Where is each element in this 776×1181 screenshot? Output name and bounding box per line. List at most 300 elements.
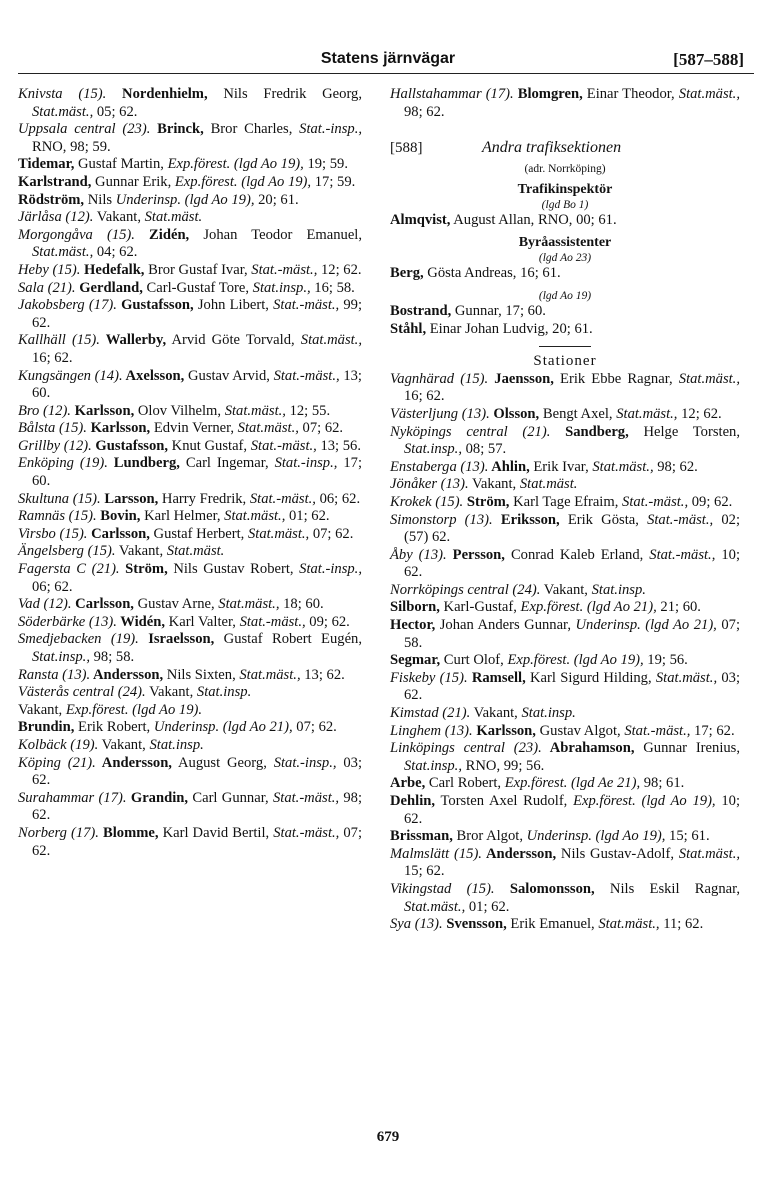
plain-text: Carl Gunnar,	[188, 789, 273, 806]
person-name: Carlsson,	[71, 596, 134, 613]
person-name: Karlsson,	[472, 722, 536, 739]
person-name: Ståhl,	[390, 320, 427, 337]
italic-text: Kimstad (21).	[390, 705, 471, 722]
person-name: Andersson,	[481, 845, 557, 862]
italic-text: Köping (21).	[18, 754, 96, 771]
italic-text: Stat.mäst.	[519, 476, 578, 493]
directory-entry	[18, 192, 362, 210]
plain-text: 06; 62.	[315, 490, 361, 507]
plain-text: 15; 62.	[404, 863, 445, 880]
directory-entry	[390, 582, 740, 600]
directory-entry	[18, 332, 362, 367]
person-name: Hedefalk,	[80, 261, 145, 278]
italic-text: Ängelsberg (15).	[18, 543, 116, 560]
italic-text: Stat.insp.	[196, 684, 252, 701]
person-name: Svensson,	[442, 916, 507, 933]
section-divider	[539, 346, 591, 347]
italic-text: Skultuna (15).	[18, 490, 101, 507]
person-name: Brissman,	[390, 828, 453, 845]
plain-text: Bengt Axel,	[539, 405, 617, 422]
italic-text: Exp.förest. (lgd Ao 19),	[174, 173, 312, 190]
plain-text: 11; 62.	[659, 916, 704, 933]
plain-text: Vakant,	[18, 701, 66, 718]
italic-text: Exp.förest. (lgd Ao 19),	[507, 652, 644, 669]
person-name: Berg,	[390, 265, 424, 282]
plain-text: Gustaf Robert Eugén,	[214, 631, 362, 648]
italic-text: Stat.-mäst.,	[622, 493, 689, 510]
italic-text: Stat.mäst.,	[218, 596, 280, 613]
plain-text: Bror Charles,	[203, 121, 300, 138]
plain-text: Arvid Göte Torvald,	[166, 332, 301, 349]
plain-text: 09; 62.	[688, 493, 733, 510]
directory-entry	[390, 723, 740, 741]
directory-entry	[18, 667, 362, 685]
plain-text: 13; 62.	[300, 666, 345, 683]
directory-entry	[390, 617, 740, 652]
directory-entry	[18, 455, 362, 490]
header-title: Statens järnvägar	[320, 50, 456, 67]
plain-text: Erik Robert,	[74, 719, 154, 736]
italic-text: Järlåsa (12).	[18, 209, 94, 226]
directory-entry	[18, 491, 362, 509]
right-top-entries	[390, 86, 740, 121]
person-name: Widén,	[116, 613, 166, 630]
plain-text: Vakant,	[93, 209, 145, 226]
plain-text: 06; 62.	[32, 578, 73, 595]
plain-text: 10; 62.	[404, 546, 740, 581]
person-name: Abrahamson,	[541, 740, 635, 757]
italic-text: Underinsp. (lgd Ao 19),	[115, 191, 255, 208]
italic-text: Jakobsberg (17).	[18, 297, 117, 314]
italic-text: Surahammar (17).	[18, 789, 127, 806]
italic-text: Stat.mäst.,	[300, 332, 362, 349]
plain-text: Erik Emanuel,	[506, 916, 599, 933]
plain-text: 13; 60.	[32, 367, 362, 402]
italic-text: Stat.mäst.	[144, 209, 203, 226]
plain-text: 17; 59.	[311, 173, 356, 190]
italic-text: Stat.mäst.,	[592, 458, 654, 475]
plain-text: 07; 62.	[32, 824, 362, 859]
byra-entry	[390, 265, 740, 283]
italic-text: Stat.-mäst.,	[272, 789, 340, 806]
plain-text: 19; 59.	[303, 156, 348, 173]
italic-text: Sala (21).	[18, 279, 76, 296]
header-rule	[18, 73, 754, 74]
plain-text: Johan Teodor Emanuel,	[189, 226, 363, 243]
italic-text: Stat.-insp.,	[273, 754, 337, 771]
person-name: Karlsson,	[86, 420, 151, 437]
italic-text: Grillby (12).	[18, 437, 92, 454]
directory-entry	[18, 825, 362, 860]
italic-text: Stat.-insp.,	[274, 455, 338, 472]
directory-entry	[18, 280, 362, 298]
plain-text: 13; 56.	[316, 437, 361, 454]
plain-text: Karl Valter,	[165, 613, 240, 630]
plain-text: Gunnar, 17; 60.	[451, 302, 546, 319]
plain-text: Vakant,	[470, 705, 522, 722]
directory-entry	[18, 262, 362, 280]
plain-text: 09; 62.	[305, 613, 350, 630]
plain-text: Karl-Gustaf,	[439, 599, 521, 616]
person-name: Ahlin,	[488, 458, 530, 475]
plain-text: 01; 62.	[465, 898, 510, 915]
plain-text: Conrad Kaleb Erland,	[504, 546, 650, 563]
person-name: Wallerby,	[99, 332, 167, 349]
person-name: Almqvist,	[390, 211, 451, 228]
italic-text: Stat.insp.	[149, 736, 204, 753]
italic-text: Stat.-mäst.,	[273, 824, 340, 841]
italic-text: Stat.insp.,	[32, 649, 90, 665]
italic-text: Stat.-insp.,	[299, 561, 362, 578]
person-name: Rödström,	[18, 191, 85, 208]
plain-text: Karl David Bertil,	[158, 824, 274, 841]
italic-text: Stat.mäst.,	[616, 405, 678, 422]
person-name: Gerdland,	[75, 279, 143, 296]
person-name: Tidemar,	[18, 156, 75, 173]
italic-text: Krokek (15).	[390, 493, 464, 510]
directory-entry	[18, 631, 362, 666]
italic-text: Jönåker (13).	[390, 476, 469, 493]
italic-text: Uppsala central (23).	[18, 121, 151, 138]
italic-text: Stat.-mäst.,	[273, 367, 340, 384]
plain-text: Carl-Gustaf Tore,	[142, 279, 253, 296]
directory-entry	[18, 755, 362, 790]
person-name: Andersson,	[95, 754, 172, 771]
person-name: Eriksson,	[492, 511, 560, 528]
byra-grade: (lgd Ao 23)	[538, 252, 592, 265]
plain-text: Nils Fredrik Georg,	[207, 86, 362, 102]
directory-entry	[390, 599, 740, 617]
running-header	[14, 50, 762, 74]
plain-text: John Libert,	[193, 297, 274, 314]
italic-text: Underinsp. (lgd Ao 21),	[575, 617, 717, 634]
plain-text: 98; 58.	[89, 649, 135, 665]
plain-text: 98; 62.	[653, 458, 698, 475]
trafikinspektor-heading: Trafikinspektör	[517, 181, 613, 197]
directory-entry	[390, 406, 740, 424]
italic-text: Kallhäll (15).	[18, 332, 100, 349]
italic-text: Exp.förest. (lgd Ae 21),	[504, 775, 641, 792]
directory-entry	[390, 547, 740, 582]
directory-entry	[18, 543, 362, 561]
person-name: Salomonsson,	[494, 880, 595, 897]
directory-entry	[18, 403, 362, 421]
directory-entry	[390, 303, 740, 321]
plain-text: Bror Gustaf Ivar,	[144, 261, 252, 278]
italic-text: Nyköpings central (21).	[390, 423, 551, 440]
person-name: Israelsson,	[138, 631, 215, 648]
italic-text: Stat.mäst.,	[404, 898, 466, 915]
italic-text: Simonstorp (13).	[390, 511, 493, 528]
italic-text: Åby (13).	[390, 546, 447, 563]
italic-text: Ramnäs (15).	[18, 508, 97, 525]
italic-text: Bro (12).	[18, 402, 71, 419]
plain-text: Helge Torsten,	[628, 423, 740, 440]
section-address: (adr. Norrköping)	[524, 162, 606, 175]
italic-text: Virsbo (15).	[18, 525, 88, 542]
italic-text: Enstaberga (13).	[390, 458, 489, 475]
person-name: Sandberg,	[550, 423, 629, 440]
italic-text: Västerljung (13).	[390, 405, 490, 422]
plain-text: 18; 60.	[279, 596, 324, 613]
directory-entry	[390, 459, 740, 477]
person-name: Gustafsson,	[116, 297, 194, 314]
trafikinspektor-grade: (lgd Bo 1)	[541, 198, 589, 211]
plain-text: Vakant,	[115, 543, 167, 560]
person-name: Ström,	[463, 493, 510, 510]
italic-text: Stat.insp.,	[252, 279, 311, 296]
directory-entry	[390, 371, 740, 406]
italic-text: Stat.mäst.,	[224, 402, 286, 419]
plain-text: 02; (57) 62.	[404, 511, 740, 546]
italic-text: Fagersta C (21).	[18, 561, 120, 578]
directory-entry	[18, 368, 362, 403]
italic-text: Ransta (13).	[18, 666, 91, 683]
italic-text: Stat.-mäst.,	[250, 437, 317, 454]
header-page-range: [587–588]	[673, 50, 744, 69]
directory-entry	[18, 614, 362, 632]
grade-19-label: (lgd Ao 19)	[538, 289, 592, 302]
italic-text: Stat.mäst.	[166, 543, 225, 560]
person-name: Olsson,	[489, 405, 540, 422]
directory-entry	[18, 561, 362, 596]
italic-text: Morgongåva (15).	[18, 226, 135, 243]
italic-text: Kolbäck (19).	[18, 736, 99, 753]
plain-text: Einar Theodor,	[582, 86, 679, 102]
plain-text: Edvin Verner,	[150, 420, 238, 437]
person-name: Karlsson,	[70, 402, 135, 419]
plain-text: Gunnar Erik,	[91, 173, 175, 190]
person-name: Bovin,	[96, 508, 141, 525]
directory-entry	[18, 174, 362, 192]
italic-text: Stat.mäst.,	[598, 916, 660, 933]
plain-text: August Allan, RNO, 00; 61.	[450, 211, 617, 228]
directory-entry	[390, 652, 740, 670]
directory-entry	[18, 719, 362, 737]
italic-text: Stat.-mäst.,	[649, 546, 716, 563]
person-name: Persson,	[446, 546, 505, 563]
grade-19-entries	[390, 303, 740, 338]
plain-text: Carl Ingemar,	[179, 455, 275, 472]
italic-text: Stat.mäst.,	[655, 669, 718, 686]
directory-entry	[390, 424, 740, 459]
italic-text: Sya (13).	[390, 916, 443, 933]
plain-text: RNO, 98; 59.	[32, 138, 111, 155]
directory-entry	[18, 737, 362, 755]
directory-entry	[18, 297, 362, 332]
italic-text: Linköpings central (23).	[390, 740, 542, 757]
plain-text: Einar Johan Ludvig, 20; 61.	[426, 320, 593, 337]
italic-text: Västerås central (24).	[18, 684, 146, 701]
person-name: Arbe,	[390, 775, 426, 792]
person-name: Axelsson,	[122, 367, 185, 384]
directory-entry	[390, 321, 740, 339]
plain-text: Erik Ivar,	[529, 458, 593, 475]
directory-entry	[390, 846, 740, 881]
directory-entry	[18, 156, 362, 174]
plain-text: 16; 58.	[310, 279, 355, 296]
left-column	[18, 86, 362, 860]
person-name: Grandin,	[126, 789, 189, 806]
italic-text: Underinsp. (lgd Ao 19),	[526, 828, 666, 845]
plain-text: 21; 60.	[656, 599, 701, 616]
plain-text: Nils Gustav Robert,	[167, 561, 300, 578]
person-name: Nordenhielm,	[106, 86, 208, 102]
plain-text: 04; 62.	[93, 244, 138, 261]
italic-text: Stat.insp.	[591, 581, 646, 598]
italic-text: Stat.mäst.,	[237, 420, 299, 437]
italic-text: Stat.mäst.,	[224, 508, 286, 525]
plain-text: Gustav Arvid,	[184, 367, 274, 384]
directory-entry	[390, 793, 740, 828]
person-name: Carlsson,	[87, 525, 150, 542]
section-title: Andra trafiksektionen	[482, 139, 622, 157]
plain-text: 07; 62.	[292, 719, 337, 736]
directory-entry	[390, 881, 740, 916]
italic-text: Vikingstad (15).	[390, 880, 495, 897]
plain-text: 17; 60.	[32, 455, 363, 490]
plain-text: 03; 62.	[32, 754, 363, 789]
directory-entry	[390, 775, 740, 793]
directory-entry	[18, 209, 362, 227]
italic-text: Kungsängen (14).	[18, 367, 123, 384]
plain-text: Vakant,	[145, 684, 197, 701]
directory-entry	[390, 494, 740, 512]
italic-text: Bålsta (15).	[18, 420, 87, 437]
plain-text: 12; 62.	[317, 261, 362, 278]
plain-text: 98; 61.	[640, 775, 685, 792]
directory-entry	[390, 476, 740, 494]
plain-text: Nils Gustav-Adolf,	[556, 845, 679, 862]
italic-text: Fiskeby (15).	[390, 669, 468, 686]
plain-text: 03; 62.	[404, 669, 740, 704]
directory-entry	[390, 86, 740, 121]
italic-text: Stat.insp.,	[404, 757, 462, 774]
italic-text: Hallstahammar (17).	[390, 86, 514, 102]
plain-text: RNO, 99; 56.	[461, 757, 545, 774]
plain-text: Gösta Andreas, 16; 61.	[423, 265, 561, 282]
plain-text: 98; 62.	[32, 789, 363, 824]
station-entries	[390, 371, 740, 934]
italic-text: Knivsta (15).	[18, 86, 107, 102]
person-name: Segmar,	[390, 652, 441, 669]
italic-text: Linghem (13).	[390, 722, 473, 739]
italic-text: Stat.mäst.,	[32, 103, 94, 120]
right-column	[390, 86, 740, 934]
person-name: Karlstrand,	[18, 173, 92, 190]
plain-text: 07; 62.	[309, 525, 354, 542]
directory-entry	[390, 705, 740, 723]
italic-text: Heby (15).	[18, 261, 81, 278]
person-name: Zidén,	[134, 226, 190, 243]
plain-text: 17; 62.	[690, 722, 735, 739]
trafikinspektor-entry	[390, 212, 740, 230]
person-name: Lundberg,	[107, 455, 180, 472]
italic-text: Exp.förest. (lgd Ao 19),	[573, 793, 716, 809]
directory-entry	[18, 790, 362, 825]
plain-text: 12; 55.	[285, 402, 331, 419]
plain-text: 98; 62.	[404, 103, 445, 120]
person-name: Brinck,	[150, 121, 204, 138]
plain-text: 10; 62.	[404, 793, 740, 827]
person-name: Hector,	[390, 617, 436, 634]
directory-entry	[18, 596, 362, 614]
italic-text: Norberg (17).	[18, 824, 99, 841]
person-name: Blomgren,	[513, 86, 583, 102]
section-heading	[390, 139, 740, 158]
directory-entry	[18, 508, 362, 526]
person-name: Blomme,	[98, 824, 159, 841]
plain-text: Karl Tage Efraim,	[509, 493, 623, 510]
person-name: Bostrand,	[390, 302, 452, 319]
plain-text: 20; 61.	[254, 191, 299, 208]
italic-text: Stat.insp.	[521, 705, 576, 722]
directory-entry	[18, 526, 362, 544]
plain-text: Nils Eskil Ragnar,	[594, 880, 741, 897]
directory-entry	[390, 740, 740, 775]
italic-text: Stat.-mäst.,	[251, 261, 318, 278]
italic-text: Stat.-insp.,	[299, 121, 362, 138]
person-name: Ramsell,	[467, 669, 526, 686]
plain-text: Carl Robert,	[425, 775, 505, 792]
italic-text: Stat.-mäst.,	[249, 490, 316, 507]
italic-text: Smedjebacken (19).	[18, 631, 139, 648]
directory-entry	[18, 702, 362, 720]
person-name: Silborn,	[390, 599, 440, 616]
italic-text: Underinsp. (lgd Ao 21),	[153, 719, 293, 736]
plain-text: 05; 62.	[93, 103, 138, 120]
plain-text: 19; 56.	[643, 652, 688, 669]
italic-text: Stat.mäst.,	[32, 244, 94, 261]
plain-text: Erik Gösta,	[559, 511, 648, 528]
plain-text: Nils	[84, 191, 116, 208]
person-name: Dehlin,	[390, 793, 436, 809]
plain-text: Vakant,	[540, 581, 592, 598]
italic-text: Stat.-mäst.,	[647, 511, 714, 528]
italic-text: Exp.förest. (lgd Ao 21),	[520, 599, 657, 616]
plain-text: 16; 62.	[32, 349, 73, 366]
plain-text: Gustaf Herbert,	[149, 525, 248, 542]
italic-text: Stat.mäst.,	[247, 525, 310, 542]
person-name: Andersson,	[90, 666, 164, 683]
plain-text: Karl Helmer,	[140, 508, 225, 525]
directory-entry	[390, 916, 740, 934]
plain-text: 16; 62.	[404, 388, 445, 405]
italic-text: Vad (12).	[18, 596, 72, 613]
directory-entry	[18, 420, 362, 438]
page-number: 679	[376, 1129, 400, 1145]
italic-text: Vagnhärad (15).	[390, 370, 489, 387]
italic-text: Stat.mäst.,	[678, 845, 740, 862]
italic-text: Stat.mäst.,	[239, 666, 301, 683]
plain-text: Knut Gustaf,	[168, 437, 251, 454]
plain-text: Vakant,	[98, 736, 150, 753]
stationer-heading: Stationer	[533, 353, 597, 370]
byra-heading: Byråassistenter	[518, 235, 612, 251]
plain-text: August Georg,	[171, 754, 274, 771]
directory-entry	[18, 121, 362, 156]
directory-entry	[390, 828, 740, 846]
plain-text: 08; 57.	[461, 441, 507, 458]
italic-text: Stat.insp.,	[404, 441, 462, 458]
plain-text: Torsten Axel Rudolf,	[435, 793, 574, 809]
plain-text: Gustav Algot,	[535, 722, 625, 739]
plain-text: Gustaf Martin,	[74, 156, 168, 173]
person-name: Brundin,	[18, 719, 75, 736]
directory-entry	[18, 684, 362, 702]
italic-text: Stat.mäst.,	[678, 370, 740, 387]
person-name: Jaensson,	[488, 370, 554, 387]
